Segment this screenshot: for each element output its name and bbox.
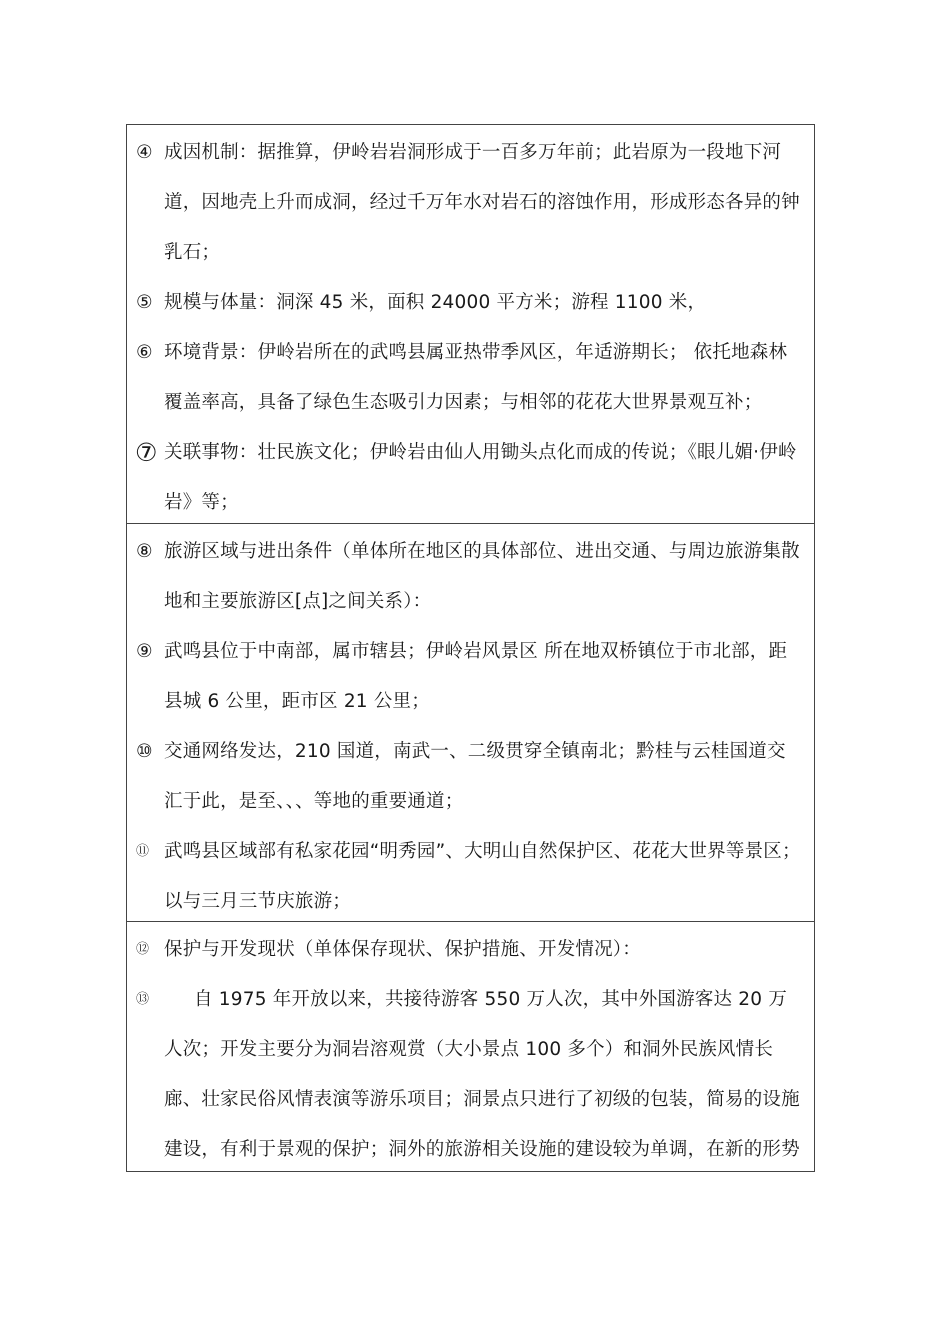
item-number: ⑫ <box>136 942 150 957</box>
item-text: 旅游区域与进出条件（单体所在地区的具体部位、进出交通、与周边旅游集散地和主要旅游区[点]之间关系）： <box>164 541 800 612</box>
list-item <box>127 827 814 927</box>
item-text: 自 1975 年开放以来，共接待游客 550 万人次，其中外国游客达 20 万人次；开发主要分为洞岩溶观赏（大小景点 100 多个）和洞外民族风情长廊、壮家民俗风情表演等游乐项目；洞景点只进行了初级的包装，简易的设施建设，有利于景观的保护；洞外的旅游相关设施的建设较为单调，在新的形势 <box>164 989 800 1160</box>
section-formation <box>126 124 815 524</box>
item-number: ⑧ <box>136 541 153 562</box>
section-protection <box>126 921 815 1172</box>
list-item <box>127 527 814 627</box>
list-item <box>127 328 814 428</box>
item-number: ④ <box>136 142 153 163</box>
list-item <box>127 727 814 827</box>
item-text: 保护与开发现状（单体保存现状、保护措施、开发情况）： <box>164 939 641 960</box>
list-item <box>127 925 814 975</box>
item-number: ⑩ <box>136 741 153 762</box>
item-text: 武鸣县区域部有私家花园“明秀园”、大明山自然保护区、花花大世界等景区；以与三月三节庆旅游； <box>164 841 801 912</box>
item-text: 交通网络发达，210 国道，南武一、二级贯穿全镇南北；黔桂与云桂国道交汇于此，是至、、、等地的重要通道； <box>164 741 786 812</box>
item-text: 环境背景：伊岭岩所在的武鸣县属亚热带季风区，年适游期长； 依托地森林覆盖率高，具备了绿色生态吸引力因素；与相邻的花花大世界景观互补； <box>164 342 788 413</box>
item-number: ⑨ <box>136 641 153 662</box>
item-number: ⑦ <box>135 438 158 467</box>
item-number: ⑬ <box>136 992 150 1007</box>
item-text: 武鸣县位于中南部，属市辖县；伊岭岩风景区 所在地双桥镇位于市北部，距县城 6 公里，距市区 21 公里； <box>164 641 788 712</box>
item-number: ⑪ <box>136 844 150 859</box>
list-item <box>127 975 814 1175</box>
item-number: ⑥ <box>136 342 153 363</box>
item-text: 成因机制：据推算，伊岭岩岩洞形成于一百多万年前；此岩原为一段地下河道，因地壳上升而成洞，经过千万年水对岩石的溶蚀作用，形成形态各异的钟乳石； <box>164 142 800 263</box>
list-item <box>127 278 814 328</box>
list-item <box>127 128 814 278</box>
list-item <box>127 627 814 727</box>
item-text: 关联事物：壮民族文化；伊岭岩由仙人用锄头点化而成的传说；《眼儿媚·伊岭岩》等； <box>164 442 797 513</box>
section-location <box>126 523 815 922</box>
list-item <box>127 428 814 528</box>
item-number: ⑤ <box>136 292 153 313</box>
item-text: 规模与体量：洞深 45 米，面积 24000 平方米；游程 1100 米， <box>164 292 707 313</box>
document-table <box>126 124 815 1172</box>
